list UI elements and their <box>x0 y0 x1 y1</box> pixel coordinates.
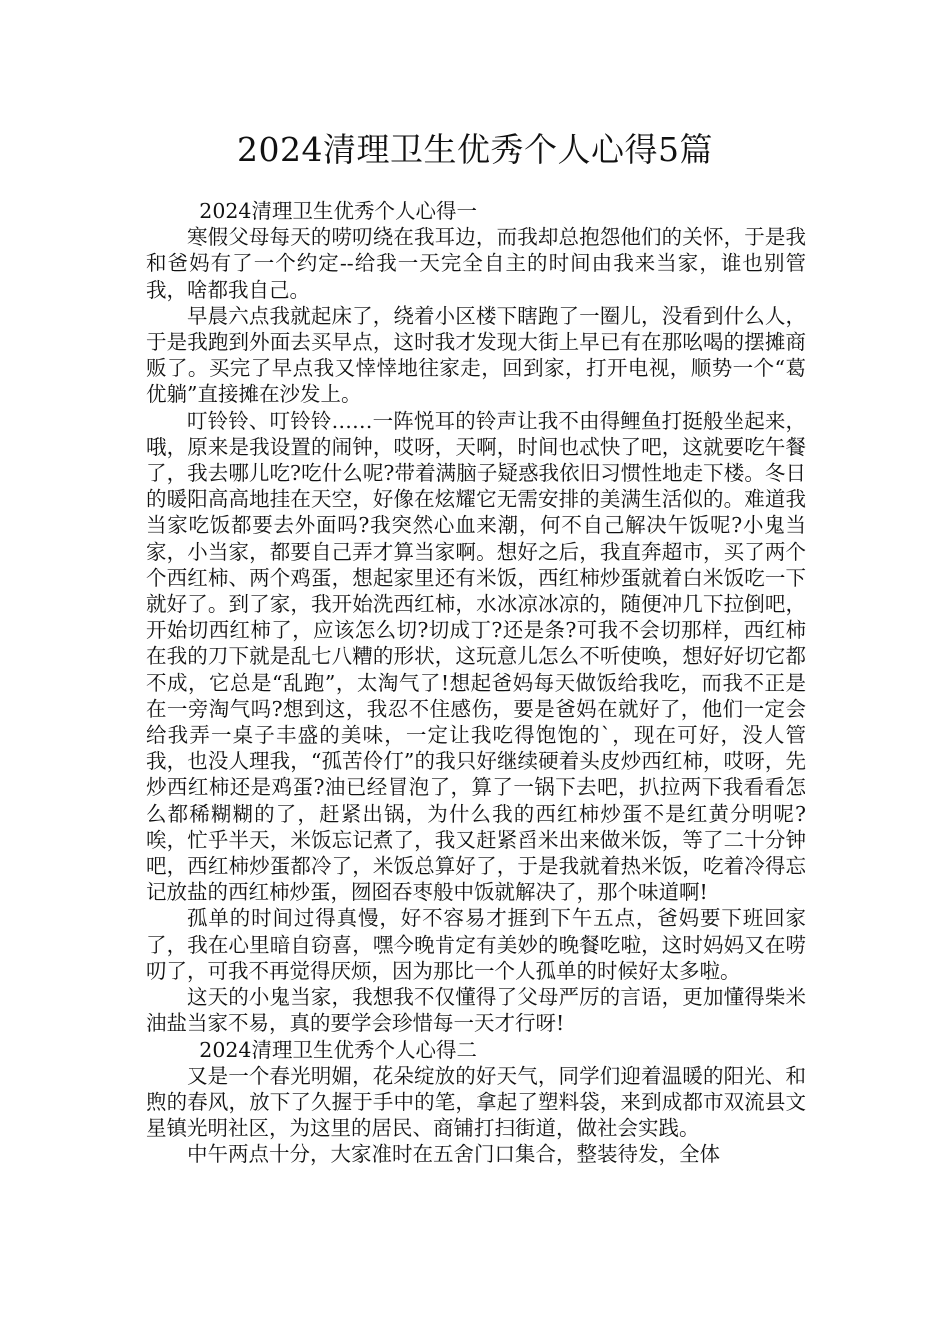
body-paragraph: 叮铃铃、叮铃铃……一阵悦耳的铃声让我不由得鲤鱼打挺般坐起来，哦，原来是我设置的闹钟，哎呀，天啊，时间也忒快了吧，这就要吃午餐了，我去哪儿吃?吃什么呢?带着满脑子疑惑我依旧习惯性地走下楼。冬日的暖阳高高地挂在天空，好像在炫耀它无需安排的美满生活似的。难道我当家吃饭都要去外面吗?我突然心血来潮，何不自己解决午饭呢?小鬼当家，小当家，都要自己弄才算当家啊。想好之后，我直奔超市，买了两个个西红柿、两个鸡蛋，想起家里还有米饭，西红柿炒蛋就着白米饭吃一下就好了。到了家，我开始洗西红柿，水冰凉冰凉的，随便冲几下拉倒吧，开始切西红柿了，应该怎么切?切成丁?还是条?可我不会切那样，西红柿在我的刀下就是乱七八糟的形状，这玩意儿怎么不听使唤，想好好切它都不成，它总是“乱跑”，太淘气了!想起爸妈每天做饭给我吃，而我不正是在一旁淘气吗?想到这，我忍不住感伤，要是爸妈在就好了，他们一定会给我弄一桌子丰盛的美味，一定让我吃得饱饱的`，现在可好，没人管我，也没人理我，“孤苦伶仃”的我只好继续硬着头皮炒西红柿，哎呀，先炒西红柿还是鸡蛋?油已经冒泡了，算了一锅下去吧，扒拉两下我看看怎么都稀糊糊的了，赶紧出锅，为什么我的西红柿炒蛋不是红黄分明呢?唉，忙乎半天，米饭忘记煮了，我又赶紧舀米出来做米饭，等了二十分钟吧，西红柿炒蛋都冷了，米饭总算好了，于是我就着热米饭，吃着冷得忘记放盐的西红柿炒蛋，囫囵吞枣般中饭就解决了，那个味道啊! <box>146 408 806 905</box>
body-paragraph: 寒假父母每天的唠叨绕在我耳边，而我却总抱怨他们的关怀，于是我和爸妈有了一个约定--给我一天完全自主的时间由我来当家，谁也别管我，啥都我自己。 <box>146 225 806 302</box>
body-paragraph: 中午两点十分，大家准时在五舍门口集合，整装待发，全体 <box>187 1142 720 1167</box>
section-heading: 2024清理卫生优秀个人心得一 <box>199 199 477 223</box>
body-paragraph: 这天的小鬼当家，我想我不仅懂得了父母严厉的言语，更加懂得柴米油盐当家不易，真的要学会珍惜每一天才行呀! <box>146 985 806 1036</box>
section-heading: 2024清理卫生优秀个人心得二 <box>199 1037 477 1062</box>
body-paragraph: 孤单的时间过得真慢，好不容易才捱到下午五点，爸妈要下班回家了，我在心里暗自窃喜，嘿今晚肯定有美妙的晚餐吃啦，这时妈妈又在唠叨了，可我不再觉得厌烦，因为那比一个人孤单的时候好太多啦。 <box>146 906 806 983</box>
body-paragraph: 又是一个春光明媚，花朵绽放的好天气，同学们迎着温暖的阳光、和煦的春风，放下了久握于手中的笔，拿起了塑料袋，来到成都市双流县文星镇光明社区，为这里的居民、商铺打扫街道，做社会实践。 <box>146 1063 806 1141</box>
document-title: 2024清理卫生优秀个人心得5篇 <box>237 130 713 169</box>
document-body <box>146 198 806 1168</box>
body-paragraph: 早晨六点我就起床了，绕着小区楼下瞎跑了一圈儿，没看到什么人，于是我跑到外面去买早点，这时我才发现大街上早已有在那吆喝的摆摊商贩了。买完了早点我又悻悻地往家走，回到家，打开电视，顺势一个“葛优躺”直接摊在沙发上。 <box>146 303 806 407</box>
